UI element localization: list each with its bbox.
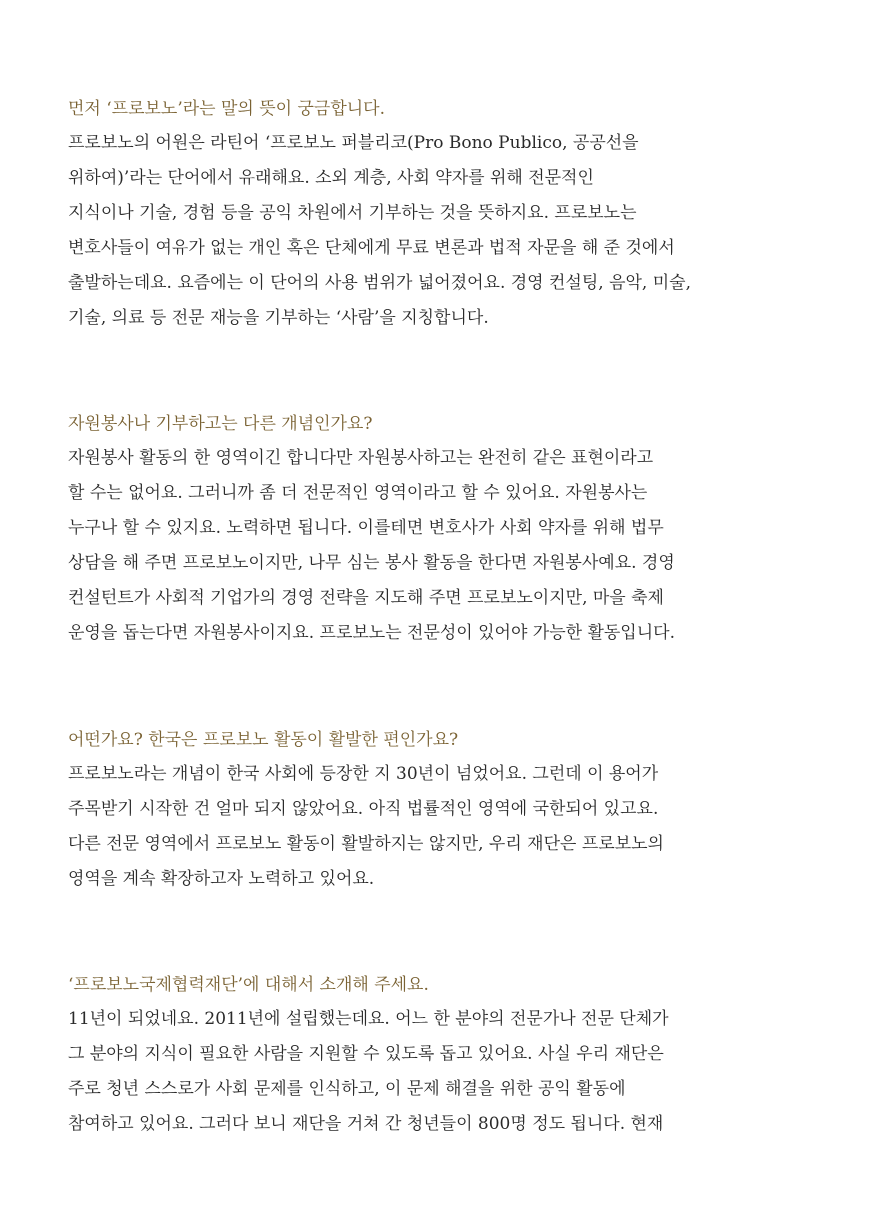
question-heading: 먼저 ‘프로보노’라는 말의 뜻이 궁금합니다. <box>68 99 386 119</box>
qa-section-foundation-intro <box>68 973 848 1142</box>
answer-line: 영역을 계속 확장하고자 노력하고 있어요. <box>68 869 375 889</box>
answer-line: 할 수는 없어요. 그러니까 좀 더 전문적인 영역이라고 할 수 있어요. 자원봉사는 <box>68 483 648 503</box>
answer-line: 프로보노의 어원은 라틴어 ‘프로보노 퍼블리코(Pro Bono Publico, 공공선을 <box>68 133 639 153</box>
answer-paragraph <box>68 757 848 897</box>
answer-line: 자원봉사 활동의 한 영역이긴 합니다만 자원봉사하고는 완전히 같은 표현이라고 <box>68 448 654 468</box>
qa-section-volunteer-difference <box>68 412 848 651</box>
answer-line: 주목받기 시작한 건 얼마 되지 않았어요. 아직 법률적인 영역에 국한되어 있고요. <box>68 799 659 819</box>
answer-paragraph <box>68 1002 848 1142</box>
qa-section-korea-activity <box>68 728 848 897</box>
question-heading: ‘프로보노국제협력재단’에 대해서 소개해 주세요. <box>68 975 429 995</box>
answer-line: 기술, 의료 등 전문 재능을 기부하는 ‘사람’을 지칭합니다. <box>68 308 489 328</box>
answer-line: 다른 전문 영역에서 프로보노 활동이 활발하지는 않지만, 우리 재단은 프로보노의 <box>68 834 664 854</box>
answer-line: 운영을 돕는다면 자원봉사이지요. 프로보노는 전문성이 있어야 가능한 활동입니다. <box>68 623 675 643</box>
answer-paragraph <box>68 441 848 651</box>
answer-line: 상담을 해 주면 프로보노이지만, 나무 심는 봉사 활동을 한다면 자원봉사예요. 경영 <box>68 553 675 573</box>
question-heading: 어떤가요? 한국은 프로보노 활동이 활발한 편인가요? <box>68 730 459 750</box>
answer-line: 위하여)’라는 단어에서 유래해요. 소외 계층, 사회 약자를 위해 전문적인 <box>68 168 594 188</box>
answer-paragraph <box>68 126 848 336</box>
answer-line: 프로보노라는 개념이 한국 사회에 등장한 지 30년이 넘었어요. 그런데 이 용어가 <box>68 764 659 784</box>
answer-line: 누구나 할 수 있지요. 노력하면 됩니다. 이를테면 변호사가 사회 약자를 위해 법무 <box>68 518 664 538</box>
answer-line: 주로 청년 스스로가 사회 문제를 인식하고, 이 문제 해결을 위한 공익 활동에 <box>68 1079 626 1099</box>
answer-line: 컨설턴트가 사회적 기업가의 경영 전략을 지도해 주면 프로보노이지만, 마을 축제 <box>68 588 664 608</box>
answer-line: 참여하고 있어요. 그러다 보니 재단을 거쳐 간 청년들이 800명 정도 됩니다. 현재 <box>68 1114 664 1134</box>
answer-line: 변호사들이 여유가 없는 개인 혹은 단체에게 무료 변론과 법적 자문을 해 준 것에서 <box>68 238 675 258</box>
question-heading: 자원봉사나 기부하고는 다른 개념인가요? <box>68 414 373 434</box>
answer-line: 지식이나 기술, 경험 등을 공익 차원에서 기부하는 것을 뜻하지요. 프로보노는 <box>68 203 637 223</box>
answer-line: 11년이 되었네요. 2011년에 설립했는데요. 어느 한 분야의 전문가나 전문 단체가 <box>68 1009 669 1029</box>
answer-line: 그 분야의 지식이 필요한 사람을 지원할 수 있도록 돕고 있어요. 사실 우리 재단은 <box>68 1044 664 1064</box>
qa-section-pro-bono-meaning <box>68 97 848 336</box>
answer-line: 출발하는데요. 요즘에는 이 단어의 사용 범위가 넓어졌어요. 경영 컨설팅, 음악, 미술, <box>68 273 691 293</box>
